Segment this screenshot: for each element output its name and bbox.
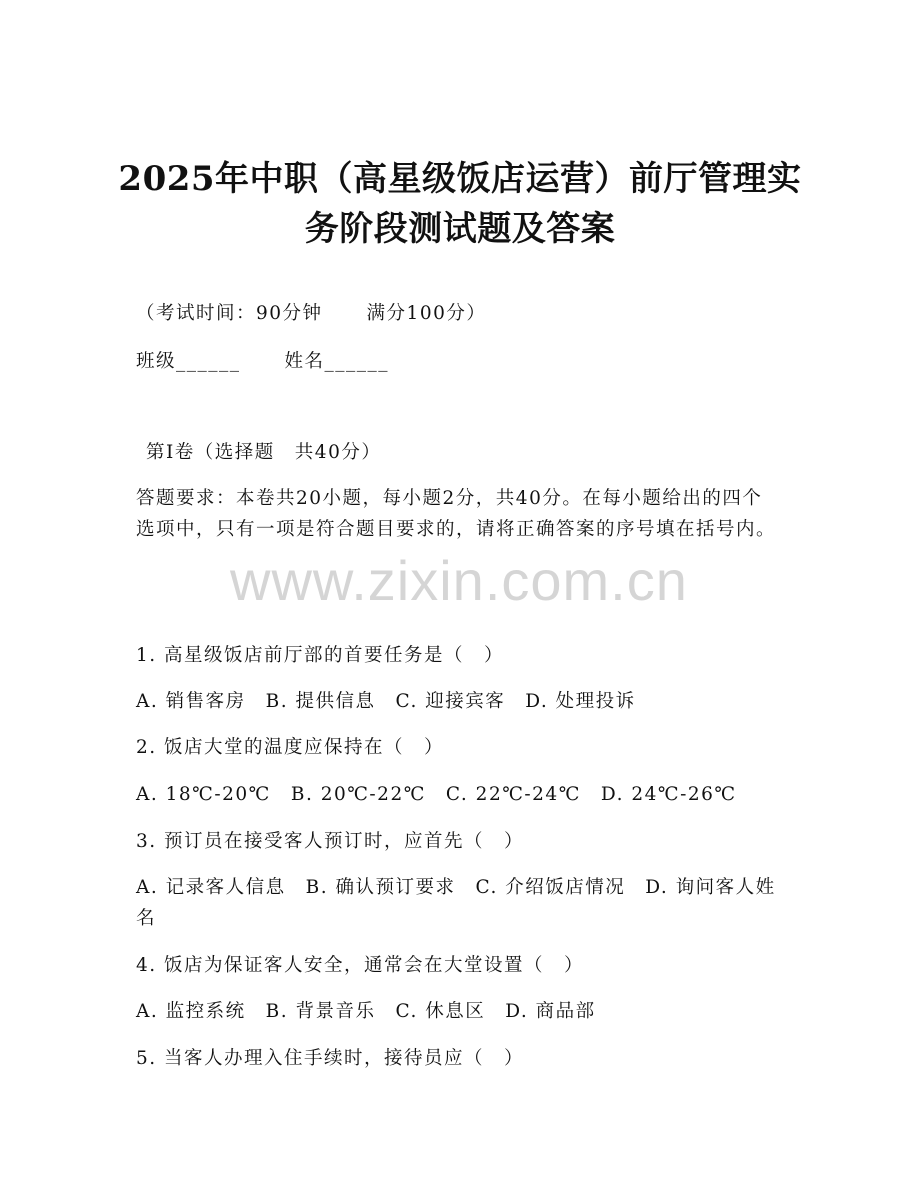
question-3-stem: 3. 预订员在接受客人预订时，应首先（ ） bbox=[136, 831, 525, 852]
name-field: 姓名______ bbox=[284, 351, 390, 372]
class-field: 班级______ bbox=[136, 351, 241, 372]
document-title-line-1: 2025年中职（高星级饭店运营）前厅管理实 bbox=[118, 159, 802, 199]
question-1-stem: 1. 高星级饭店前厅部的首要任务是（ ） bbox=[136, 645, 505, 666]
section-instructions: 答题要求：本卷共20小题，每小题2分，共40分。在每小题给出的四个选项中，只有一项是符合题目要求的，请将正确答案的序号填在括号内。 bbox=[136, 488, 777, 540]
exam-time: （考试时间：90分钟 bbox=[136, 303, 323, 324]
question-2-stem: 2. 饭店大堂的温度应保持在（ ） bbox=[136, 737, 445, 758]
document-title-line-2: 务阶段测试题及答案 bbox=[304, 209, 616, 249]
question-4-stem: 4. 饭店为保证客人安全，通常会在大堂设置（ ） bbox=[136, 955, 585, 976]
question-4-options: A. 监控系统 B. 背景音乐 C. 休息区 D. 商品部 bbox=[136, 1001, 596, 1022]
watermark: www.zixin.com.cn bbox=[230, 549, 688, 612]
question-2-options: A. 18℃-20℃ B. 20℃-22℃ C. 22℃-24℃ D. 24℃-26℃ bbox=[136, 784, 737, 805]
exam-info bbox=[136, 298, 786, 329]
student-info bbox=[136, 346, 786, 377]
section-heading: 第Ⅰ卷（选择题 共40分） bbox=[146, 442, 382, 463]
question-1-options: A. 销售客房 B. 提供信息 C. 迎接宾客 D. 处理投诉 bbox=[136, 691, 636, 712]
exam-full-score: 满分100分） bbox=[366, 303, 487, 324]
question-3-options: A. 记录客人信息 B. 确认预订要求 C. 介绍饭店情况 D. 询问客人姓名 bbox=[136, 877, 776, 929]
question-5-stem: 5. 当客人办理入住手续时，接待员应（ ） bbox=[136, 1048, 525, 1069]
